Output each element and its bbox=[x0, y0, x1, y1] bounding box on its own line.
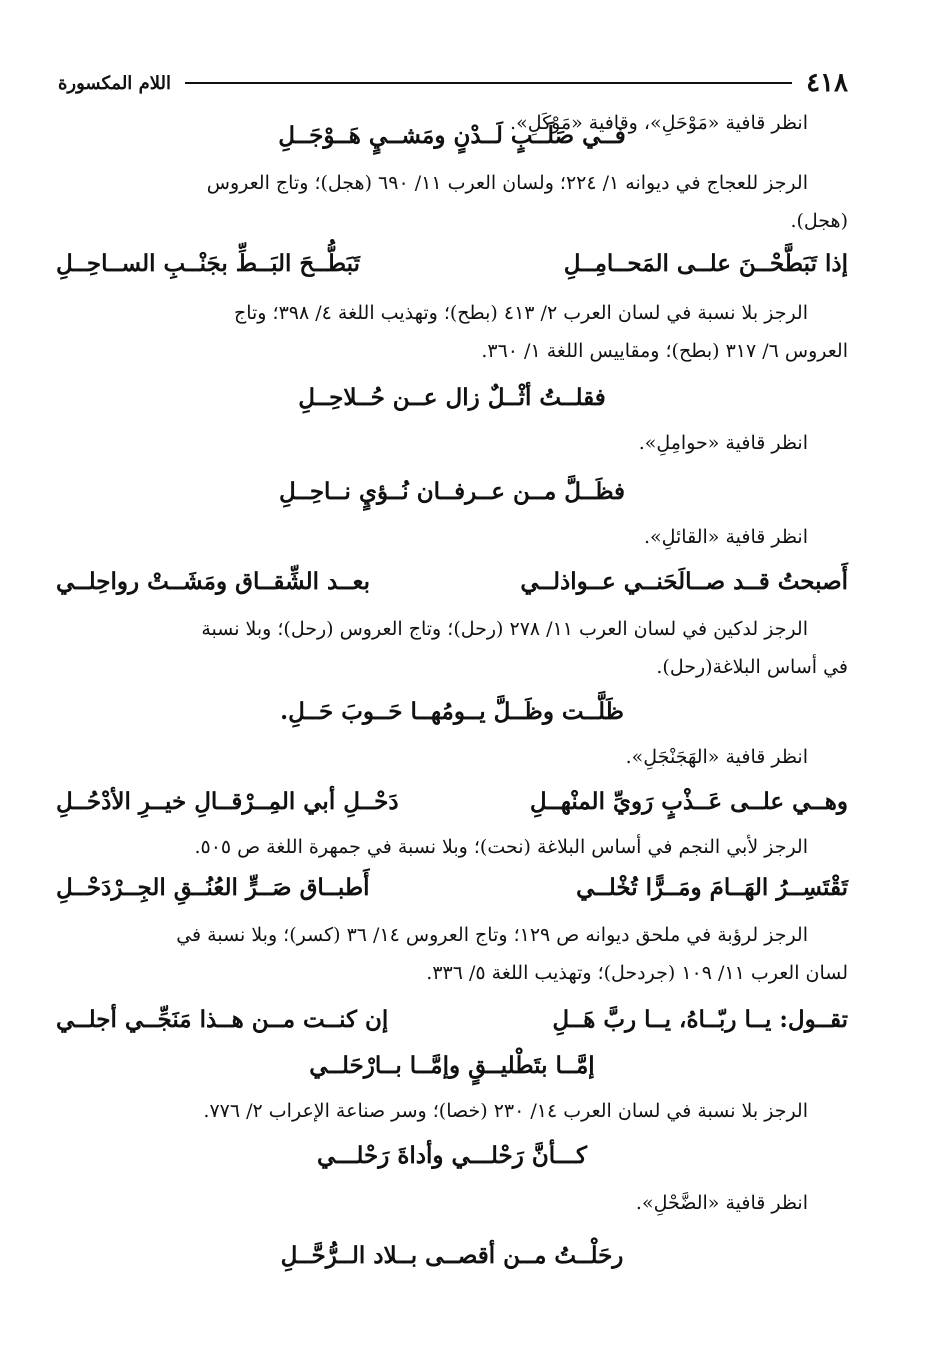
source-note: الرجز لدكين في لسان العرب ١١/ ٢٧٨ (رحل)؛ وتاج العروس (رحل)؛ وبلا نسبة bbox=[201, 618, 808, 640]
verse-line: إمَّــا بتَطْليــقٍ وإمَّــا بــارْحَلــي bbox=[309, 1052, 595, 1079]
verse-first-hemistich: تقــول: يــا ربّــاهُ، يــا ربَّ هَــلِ bbox=[552, 1006, 848, 1033]
verse-second-hemistich: أَطبــاق صَــرٍّ العُنُــقِ الجِــرْدَحْــلِ bbox=[56, 874, 370, 901]
page-number: ٤١٨ bbox=[806, 68, 848, 98]
source-note: انظر قافية «الهَجَنْجَلِ». bbox=[625, 746, 808, 768]
verse-line: فــي صَلَــبٍ لَــدْنٍ ومَشــيٍ هَــوْجَــلِ bbox=[278, 122, 626, 149]
verse-second-hemistich: إن كنــت مــن هــذا مَنَجِّــي أجلــي bbox=[56, 1006, 389, 1033]
source-note: الرجز بلا نسبة في لسان العرب ٢/ ٤١٣ (بطح)؛ وتهذيب اللغة ٤/ ٣٩٨؛ وتاج bbox=[233, 302, 808, 324]
source-note: الرجز لرؤبة في ملحق ديوانه ص ١٢٩؛ وتاج العروس ١٤/ ٣٦ (كسر)؛ وبلا نسبة في bbox=[176, 924, 808, 946]
verse-couplet bbox=[56, 568, 848, 595]
verse-second-hemistich: تَبَطُّــحَ البَــطِّ بجَنْــبِ الســاحِــلِ bbox=[56, 250, 360, 277]
verse-line: ظَلَّــت وظَــلَّ يــومُهــا حَــوبَ حَــلِ. bbox=[280, 698, 624, 725]
source-note: انظر قافية «مَوْحَلِ»، وقافية «مَوْكَلِ». bbox=[510, 112, 808, 134]
verse-second-hemistich: دَحْــلِ أبي المِــرْقــالِ خيــرِ الأدْحُــلِ bbox=[56, 788, 399, 815]
source-note-continuation: (هجل). bbox=[790, 210, 848, 232]
running-head: اللام المكسورة bbox=[58, 72, 171, 94]
source-note: الرجز للعجاج في ديوانه ١/ ٢٢٤؛ ولسان العرب ١١/ ٦٩٠ (هجل)؛ وتاج العروس bbox=[206, 172, 808, 194]
source-note: انظر قافية «القائلِ». bbox=[643, 526, 808, 548]
source-note-continuation: في أساس البلاغة(رحل). bbox=[656, 656, 848, 678]
verse-couplet bbox=[56, 874, 848, 901]
source-note: الرجز لأبي النجم في أساس البلاغة (نحت)؛ وبلا نسبة في جمهرة اللغة ص ٥٠٥. bbox=[194, 836, 808, 858]
verse-first-hemistich: تَقْتَسِــرُ الهَــامَ ومَــرًّا تُخْلــي bbox=[576, 874, 848, 901]
header-rule bbox=[185, 82, 792, 84]
source-note: الرجز بلا نسبة في لسان العرب ١٤/ ٢٣٠ (خصا)؛ وسر صناعة الإعراب ٢/ ٧٧٦. bbox=[203, 1100, 808, 1122]
verse-second-hemistich: بعــد الشِّقــاق ومَشَــتْ رواحِلــي bbox=[56, 568, 371, 595]
source-note: انظر قافية «حوامِلِ». bbox=[638, 432, 808, 454]
verse-line: فقلــتُ أثْــلٌ زال عــن حُــلاحِــلِ bbox=[298, 384, 606, 411]
verse-couplet bbox=[56, 1006, 848, 1033]
source-note-continuation: العروس ٦/ ٣١٧ (بطح)؛ ومقاييس اللغة ١/ ٣٦٠. bbox=[481, 340, 848, 362]
verse-line: كـــأنَّ رَحْلـــي وأداةَ رَحْلـــي bbox=[317, 1142, 587, 1169]
source-note: انظر قافية «الضَّحْلِ». bbox=[635, 1192, 808, 1214]
verse-first-hemistich: وهــي علــى عَــذْبٍ رَويِّ المنْهــلِ bbox=[529, 788, 848, 815]
verse-first-hemistich: إذا تَبَطَّحْــنَ علــى المَحــامِــلِ bbox=[563, 250, 848, 277]
page-header bbox=[58, 66, 848, 100]
verse-first-hemistich: أَصبحتُ قــد صــالَحَنــي عــواذلــي bbox=[520, 568, 848, 595]
source-note-continuation: لسان العرب ١١/ ١٠٩ (جردحل)؛ وتهذيب اللغة ٥/ ٣٣٦. bbox=[426, 962, 848, 984]
verse-line: فظَــلَّ مــن عــرفــان نُــؤيٍ نــاحِــلِ bbox=[278, 478, 626, 505]
verse-couplet bbox=[56, 250, 848, 277]
verse-line: رحَلْــتُ مــن أقصــى بــلاد الــرُّحَّــلِ bbox=[280, 1242, 624, 1269]
verse-couplet bbox=[56, 788, 848, 815]
